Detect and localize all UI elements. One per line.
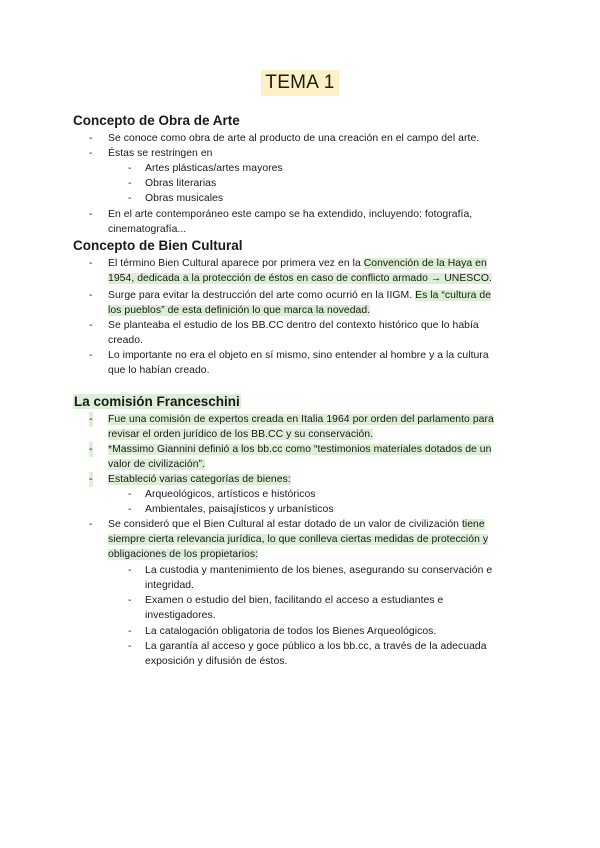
section-heading-bien-cultural: Concepto de Bien Cultural (73, 238, 243, 253)
list-item: - Éstas se restringen en (89, 148, 213, 159)
list-item-continuation: que lo habían creado. (108, 365, 210, 376)
list-item: - Se consideró que el Bien Cultural al estar dotado de un valor de civilización tiene (89, 519, 485, 530)
list-item-continuation: cinematografía... (108, 224, 187, 235)
list-item: - El término Bien Cultural aparece por primera vez en la Convención de la Haya en (89, 258, 487, 269)
list-item-continuation: investigadores. (145, 610, 216, 621)
section-heading-obra-de-arte: Concepto de Obra de Arte (73, 113, 240, 128)
list-item: - Surge para evitar la destrucción del arte como ocurrió en la IIGM. Es la “cultura de (89, 290, 492, 301)
section-heading-comision-franceschini: La comisión Franceschini (74, 394, 240, 409)
list-item: - Obras musicales (128, 193, 224, 204)
list-item: - Estableció varias categorías de bienes: (108, 472, 518, 487)
list-item-continuation: integridad. (145, 580, 195, 591)
list-item: - Examen o estudio del bien, facilitando el acceso a estudiantes e (128, 595, 444, 606)
list-item: - La catalogación obligatoria de todos los Bienes Arqueológicos. (128, 626, 437, 637)
title-container (0, 70, 600, 96)
list-item: - Artes plásticas/artes mayores (128, 163, 283, 174)
list-item-continuation: revisar el orden jurídico de los BB.CC y su conservación. (108, 429, 374, 440)
list-item: - Se planteaba el estudio de los BB.CC dentro del contexto histórico que lo había (89, 320, 479, 331)
list-item-continuation: creado. (108, 335, 144, 346)
list-item: - Se conoce como obra de arte al producto de una creación en el campo del arte. (89, 133, 480, 144)
list-item: - En el arte contemporáneo este campo se ha extendido, incluyendo: fotografía, (89, 209, 473, 220)
list-item: - La garantía al acceso y goce público a los bb.cc, a través de la adecuada (128, 641, 487, 652)
list-item: - La custodia y mantenimiento de los bienes, asegurando su conservación e (128, 565, 493, 576)
list-item: - Lo importante no era el objeto en sí mismo, sino entender al hombre y a la cultura (89, 350, 489, 361)
page-title: TEMA 1 (261, 70, 338, 96)
list-item-continuation: valor de civilización”. (108, 459, 206, 470)
list-item: - Arqueológicos, artísticos e históricos (128, 489, 316, 500)
list-item-continuation: siempre cierta relevancia jurídica, lo que conlleva ciertas medidas de protección y (108, 534, 489, 545)
list-item: - Ambientales, paisajísticos y urbanísticos (128, 504, 334, 515)
list-item-continuation: 1954, dedicada a la protección de éstos en caso de conflicto armado → UNESCO. (108, 273, 492, 284)
list-item: - *Massimo Giannini definió a los bb.cc como “testimonios materiales dotados de un (108, 442, 518, 457)
list-item: - Obras literarias (128, 178, 217, 189)
list-item-continuation: obligaciones de los propietarios: (108, 549, 259, 560)
list-item-continuation: exposición y difusión de éstos. (145, 656, 288, 667)
list-item: - Fue una comisión de expertos creada en Italia 1964 por orden del parlamento para (108, 412, 518, 427)
list-item-continuation: los pueblos” de esta definición lo que marca la novedad. (108, 305, 371, 316)
